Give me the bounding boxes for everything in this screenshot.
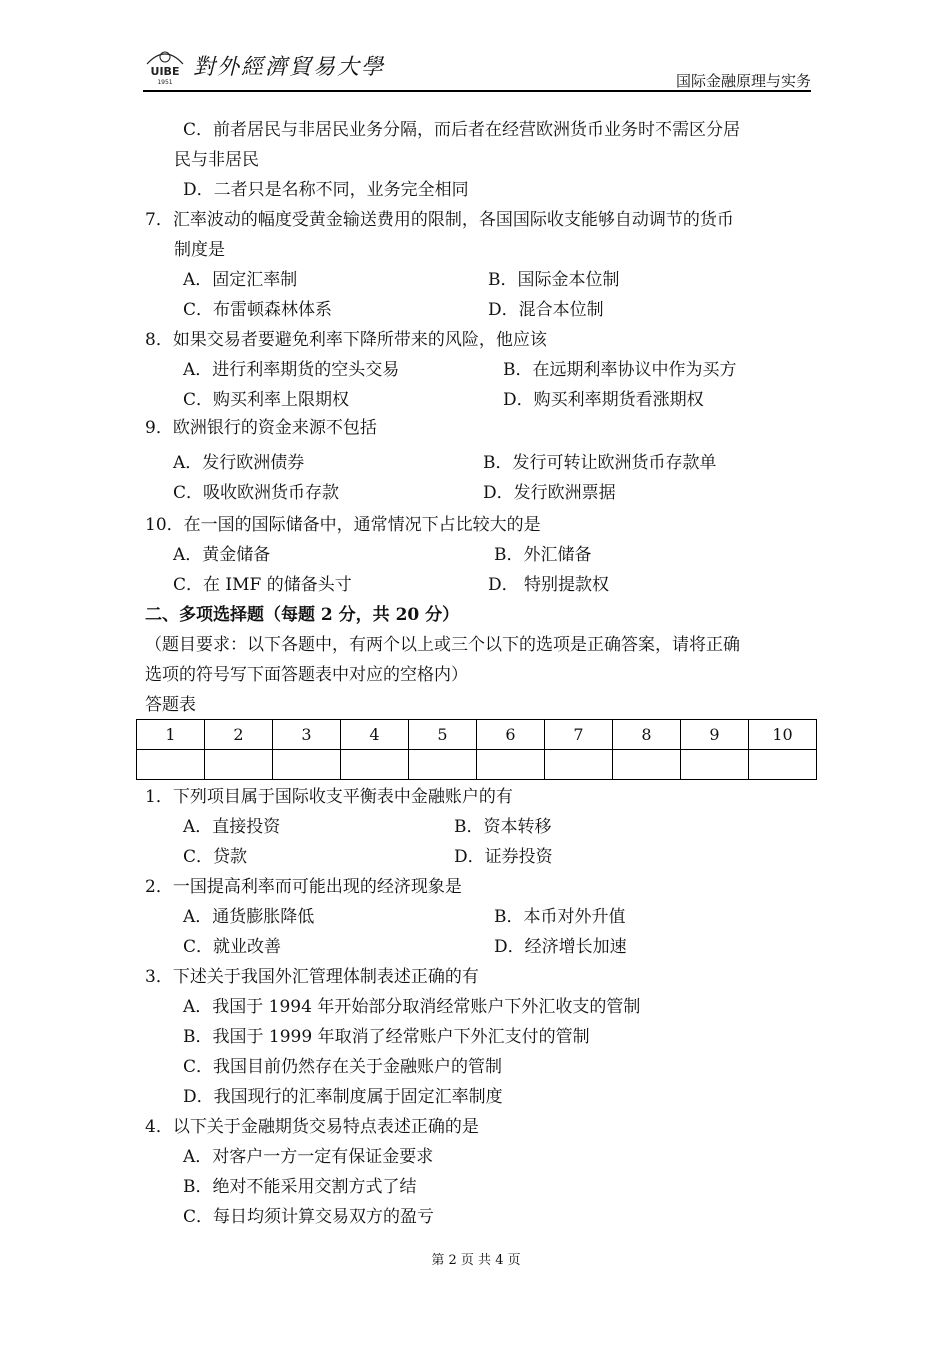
answer-blank-cell[interactable] (409, 750, 477, 780)
answer-blank-cell[interactable] (545, 750, 613, 780)
q6-option-d: D．二者只是名称不同，业务完全相同 (183, 180, 469, 200)
q8-stem: 8．如果交易者要避免利率下降所带来的风险，他应该 (145, 330, 547, 350)
answer-table-header-cell: 7 (545, 720, 613, 750)
m1-option-c: C．贷款 (183, 847, 248, 867)
q7-stem-line1: 7．汇率波动的幅度受黄金输送费用的限制，各国国际收支能够自动调节的货币 (145, 210, 734, 230)
m2-option-a: A．通货膨胀降低 (183, 907, 315, 927)
section-2-requirement-line2: 选项的符号写下面答题表中对应的空格内） (145, 665, 468, 685)
q10-option-a: A．黄金储备 (173, 545, 271, 565)
m2-option-b: B．本币对外升值 (494, 907, 626, 927)
answer-table-header-cell: 3 (273, 720, 341, 750)
answer-table-blank-row (137, 750, 817, 780)
page-header (143, 40, 811, 92)
q10-option-d: D． 特别提款权 (488, 575, 610, 595)
section-2-title: 二、多项选择题（每题 2 分，共 20 分） (145, 605, 460, 625)
answer-blank-cell[interactable] (613, 750, 681, 780)
m2-stem: 2．一国提高利率而可能出现的经济现象是 (145, 877, 462, 897)
header-rule (143, 90, 811, 92)
m3-option-b: B．我国于 1999 年取消了经常账户下外汇支付的管制 (183, 1027, 590, 1047)
m4-option-b: B．绝对不能采用交割方式了结 (183, 1177, 417, 1197)
answer-table-header-cell: 5 (409, 720, 477, 750)
m2-option-c: C．就业改善 (183, 937, 282, 957)
answer-blank-cell[interactable] (477, 750, 545, 780)
answer-blank-cell[interactable] (341, 750, 409, 780)
answer-table (136, 719, 817, 780)
m3-option-d: D．我国现行的汇率制度属于固定汇率制度 (183, 1087, 503, 1107)
q9-option-b: B．发行可转让欧洲货币存款单 (483, 453, 717, 473)
q6-option-c-line2: 民与非居民 (174, 150, 259, 170)
q10-option-b: B．外汇储备 (494, 545, 592, 565)
q9-option-a: A．发行欧洲债券 (173, 453, 305, 473)
answer-table-header-cell: 4 (341, 720, 409, 750)
answer-blank-cell[interactable] (749, 750, 817, 780)
answer-table-header-cell: 9 (681, 720, 749, 750)
q7-option-b: B．国际金本位制 (488, 270, 620, 290)
university-name: 對外經濟貿易大學 (193, 55, 386, 80)
m1-stem: 1．下列项目属于国际收支平衡表中金融账户的有 (145, 787, 513, 807)
m3-option-a: A．我国于 1994 年开始部分取消经常账户下外汇收支的管制 (183, 997, 641, 1017)
m1-option-d: D．证券投资 (454, 847, 553, 867)
m3-stem: 3．下述关于我国外汇管理体制表述正确的有 (145, 967, 479, 987)
course-title: 国际金融原理与实务 (675, 72, 811, 90)
m4-option-a: A．对客户一方一定有保证金要求 (183, 1147, 434, 1167)
answer-table-header-cell: 10 (749, 720, 817, 750)
m1-option-b: B．资本转移 (454, 817, 552, 837)
q7-option-d: D．混合本位制 (488, 300, 604, 320)
answer-table-header-cell: 1 (137, 720, 205, 750)
m4-stem: 4．以下关于金融期货交易特点表述正确的是 (145, 1117, 479, 1137)
answer-blank-cell[interactable] (137, 750, 205, 780)
answer-blank-cell[interactable] (205, 750, 273, 780)
page-footer: 第 2 页 共 4 页 (431, 1253, 521, 1268)
q8-option-b: B．在远期利率协议中作为买方 (503, 360, 737, 380)
section-2-requirement-line1: （题目要求：以下各题中，有两个以上或三个以下的选项是正确答案，请将正确 (145, 635, 740, 655)
answer-table-header-cell: 2 (205, 720, 273, 750)
q6-option-c-line1: C．前者居民与非居民业务分隔，而后者在经营欧洲货币业务时不需区分居 (183, 120, 741, 140)
logo-year: 1951 (157, 79, 173, 86)
answer-table-header-row (137, 720, 817, 750)
m4-option-c: C．每日均须计算交易双方的盈亏 (183, 1207, 435, 1227)
answer-table-header-cell: 8 (613, 720, 681, 750)
m2-option-d: D．经济增长加速 (494, 937, 627, 957)
q7-option-c: C．布雷顿森林体系 (183, 300, 333, 320)
q9-option-c: C．吸收欧洲货币存款 (173, 483, 340, 503)
m3-option-c: C．我国目前仍然存在关于金融账户的管制 (183, 1057, 503, 1077)
q10-option-c: C．在 IMF 的储备头寸 (173, 575, 352, 595)
m1-option-a: A．直接投资 (183, 817, 281, 837)
q7-stem-line2: 制度是 (174, 240, 225, 260)
q8-option-c: C．购买利率上限期权 (183, 390, 350, 410)
q8-option-d: D．购买利率期货看涨期权 (503, 390, 704, 410)
answer-blank-cell[interactable] (273, 750, 341, 780)
answer-blank-cell[interactable] (681, 750, 749, 780)
q10-stem: 10．在一国的国际储备中，通常情况下占比较大的是 (145, 515, 541, 535)
university-logo-icon (143, 44, 187, 86)
q9-stem: 9．欧洲银行的资金来源不包括 (145, 418, 377, 438)
answer-table-header-cell: 6 (477, 720, 545, 750)
q7-option-a: A．固定汇率制 (183, 270, 298, 290)
answer-table-label: 答题表 (145, 695, 196, 715)
q8-option-a: A．进行利率期货的空头交易 (183, 360, 400, 380)
q9-option-d: D．发行欧洲票据 (483, 483, 616, 503)
logo-text: UIBE (150, 65, 180, 78)
